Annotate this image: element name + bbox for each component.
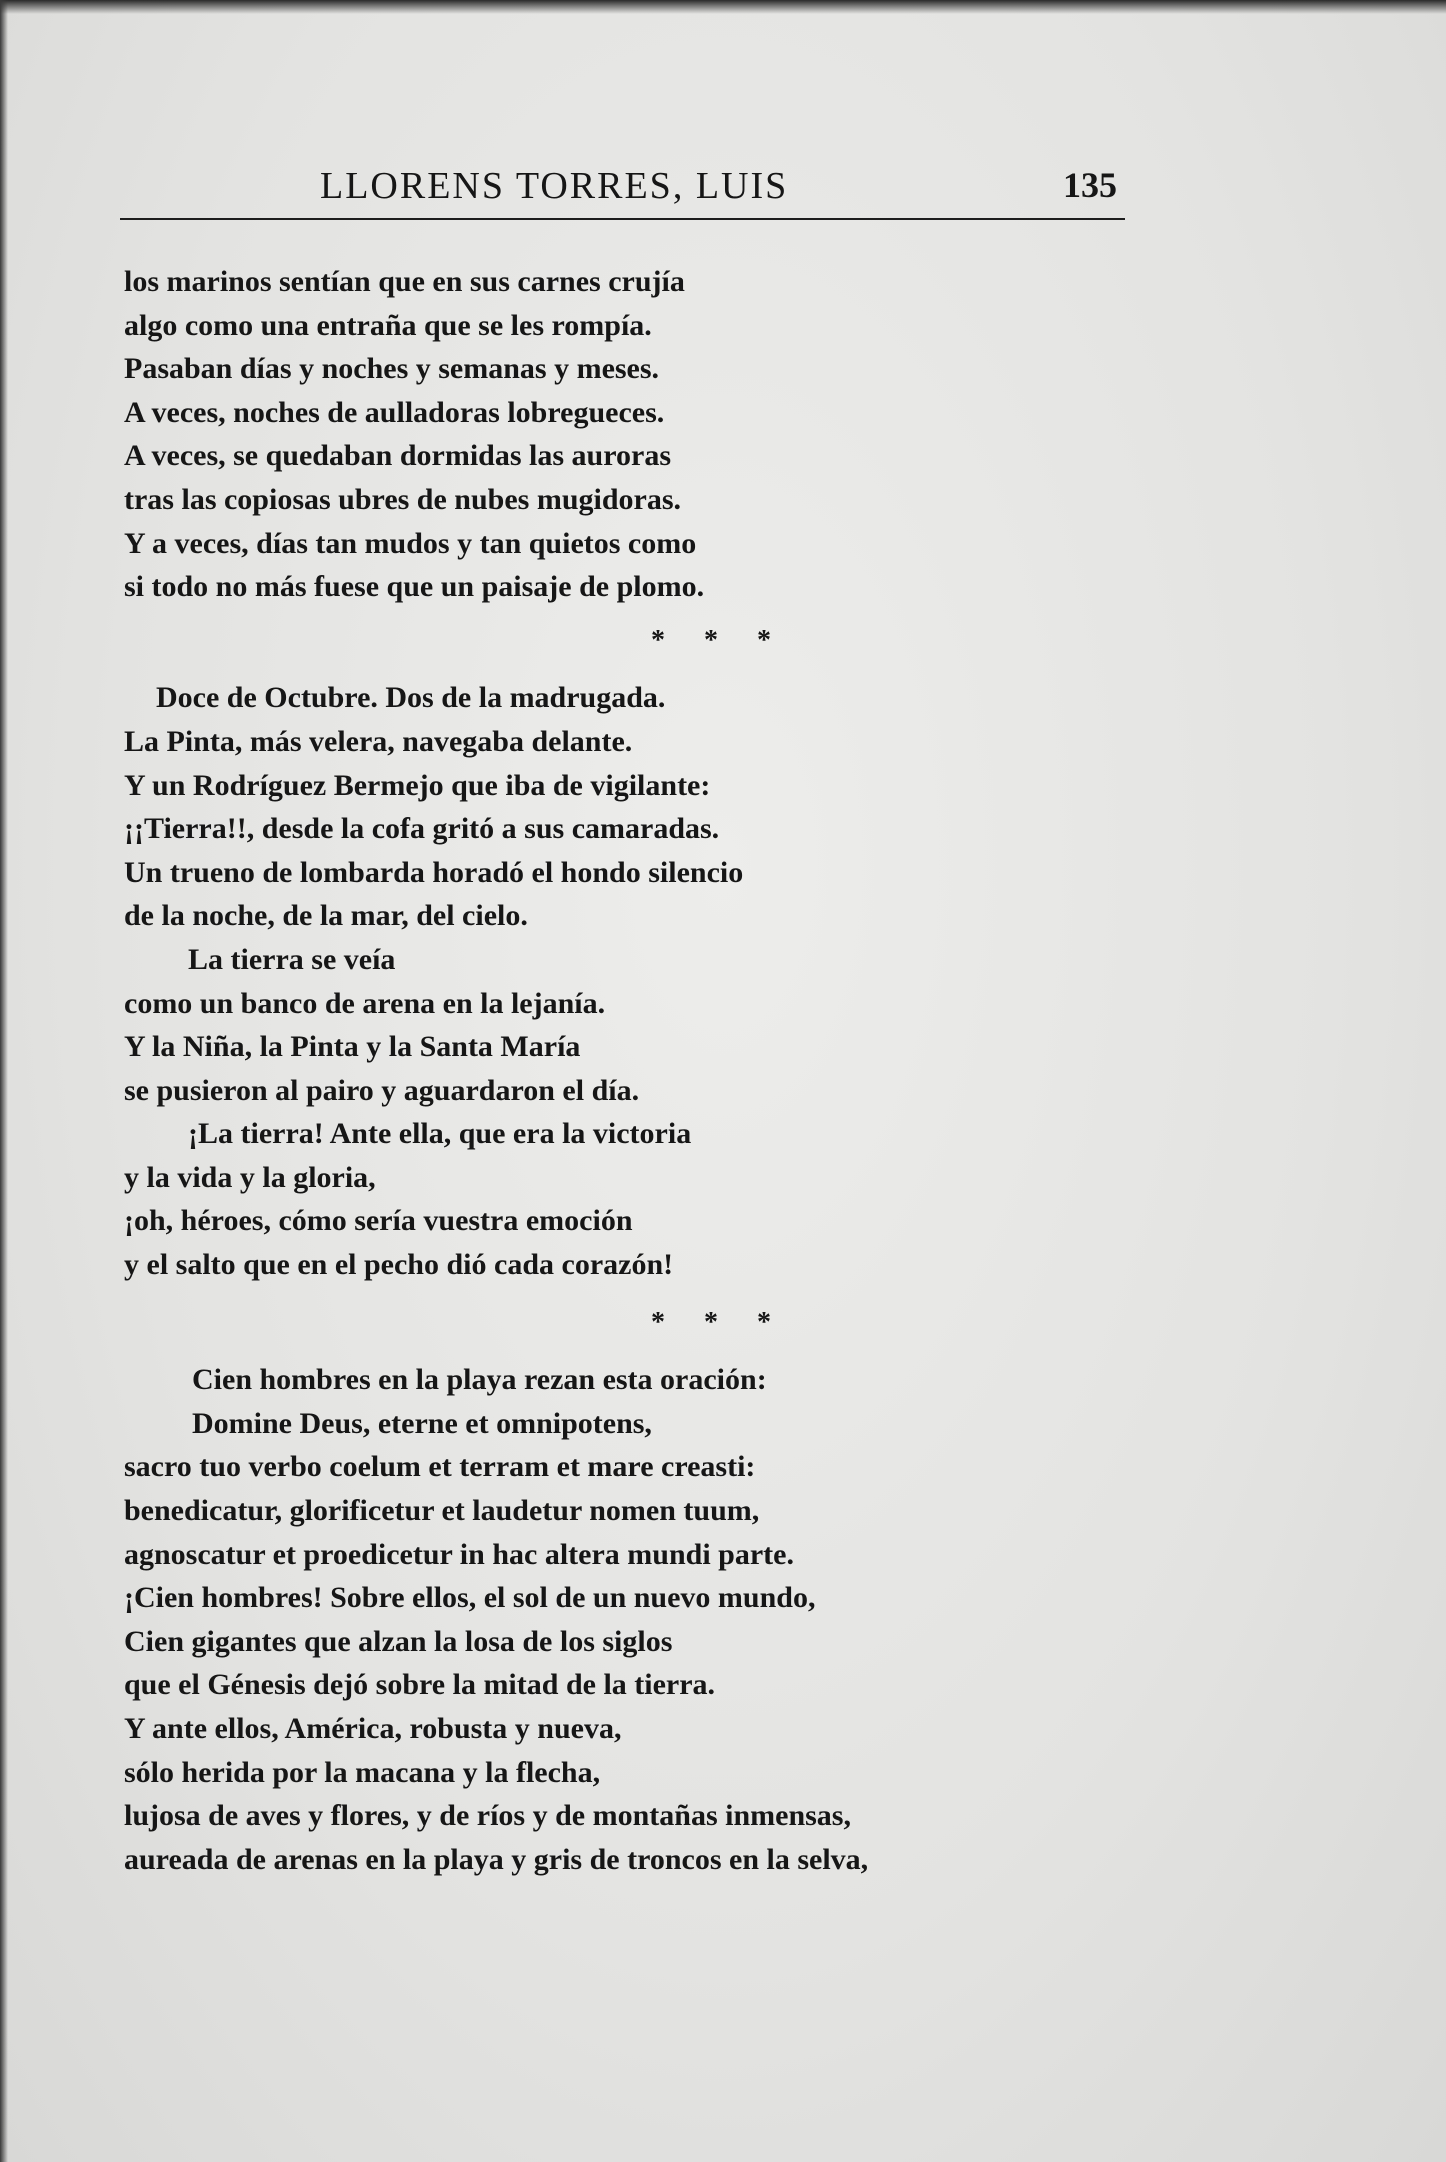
verse-line: benedicatur, glorificetur et laudetur nomen tuum, [124,1494,760,1528]
verse-line: Pasaban días y noches y semanas y meses. [124,352,660,386]
verse-line: y el salto que en el pecho dió cada corazón! [124,1248,674,1282]
running-head: LLORENS TORRES, LUIS [320,165,789,207]
verse-line: Un trueno de lombarda horadó el hondo silencio [124,855,744,889]
stanza-2 [124,676,1164,1286]
verse-line: aureada de arenas en la playa y gris de troncos en la selva, [124,1842,869,1876]
verse-line: Domine Deus, eterne et omnipotens, [192,1406,652,1440]
stanza-1 [124,260,1164,609]
verse-line: A veces, se quedaban dormidas las auroras [124,439,672,473]
verse-line: Y un Rodríguez Bermejo que iba de vigilante: [124,768,711,802]
section-separator: * * * [651,1306,787,1338]
verse-line: de la noche, de la mar, del cielo. [124,899,528,933]
verse-line: Y ante ellos, América, robusta y nueva, [124,1712,622,1745]
poem-body [124,260,1164,1881]
verse-line: Y la Niña, la Pinta y la Santa María [124,1030,581,1064]
verse-line: algo como una entraña que se les rompía. [124,308,652,342]
verse-line: Y a veces, días tan mudos y tan quietos como [124,526,697,560]
scan-edge-left [0,0,8,2162]
verse-line: ¡¡Tierra!!, desde la cofa gritó a sus camaradas. [124,812,720,846]
verse-line: Doce de Octubre. Dos de la madrugada. [156,681,666,715]
verse-line: se pusieron al pairo y aguardaron el día. [124,1073,640,1107]
verse-line: ¡oh, héroes, cómo sería vuestra emoción [124,1204,633,1238]
verse-line: los marinos sentían que en sus carnes crujía [124,265,685,298]
page-number: 135 [1063,165,1117,205]
verse-line: ¡Cien hombres! Sobre ellos, el sol de un nuevo mundo, [124,1581,816,1615]
page-header [120,164,1125,224]
verse-line: si todo no más fuese que un paisaje de plomo. [124,570,705,604]
verse-line: que el Génesis dejó sobre la mitad de la tierra. [124,1668,716,1702]
section-separator: * * * [651,624,787,656]
verse-line: La Pinta, más velera, navegaba delante. [124,724,633,758]
verse-line: y la vida y la gloria, [124,1160,376,1194]
verse-line: sacro tuo verbo coelum et terram et mare creasti: [124,1450,756,1484]
verse-line: Cien hombres en la playa rezan esta oración: [192,1363,767,1397]
verse-line: sólo herida por la macana y la flecha, [124,1755,601,1789]
verse-line: tras las copiosas ubres de nubes mugidoras. [124,482,682,516]
verse-line: ¡La tierra! Ante ella, que era la victoria [188,1117,692,1151]
verse-line: A veces, noches de aulladoras lobregueces. [124,395,665,429]
verse-line: Cien gigantes que alzan la losa de los siglos [124,1624,673,1658]
verse-line: como un banco de arena en la lejanía. [124,986,606,1020]
verse-line: agnoscatur et proedicetur in hac altera mundi parte. [124,1537,794,1571]
verse-line: La tierra se veía [188,942,396,976]
stanza-3 [124,1358,1164,1881]
header-rule [120,218,1125,220]
scan-edge-top [0,0,1446,14]
verse-line: lujosa de aves y flores, y de ríos y de montañas inmensas, [124,1799,851,1833]
